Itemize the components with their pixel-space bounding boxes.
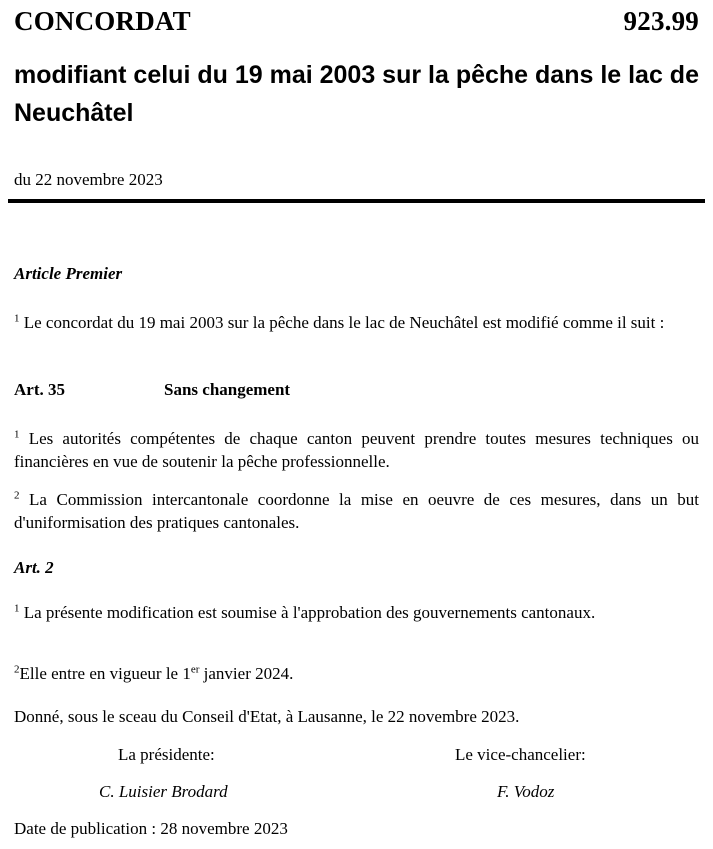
document-date: du 22 novembre 2023 <box>14 170 163 189</box>
publication-date: Date de publication : 28 novembre 2023 <box>14 819 288 838</box>
paragraph-text: La Commission intercantonale coordonne la mise en oeuvre de ces mesures, dans un but d'uniformisation des pratiques cantonales. <box>14 490 699 532</box>
paragraph-text: La présente modification est soumise à l'approbation des gouvernements cantonaux. <box>23 603 596 622</box>
paragraph-text-end: janvier 2024. <box>199 664 294 683</box>
paragraph-number: 1 <box>14 312 20 325</box>
document-subtitle: modifiant celui du 19 mai 2003 sur la pêche dans le lac de Neuchâtel <box>14 61 699 127</box>
article-2-heading: Art. 2 <box>14 558 54 577</box>
ordinal-suffix: er <box>190 663 200 676</box>
document-title: CONCORDAT <box>14 6 191 36</box>
vice-chancellor-role: Le vice-chancelier: <box>455 745 586 764</box>
art35-title: Sans changement <box>164 380 291 399</box>
document-header <box>14 6 699 40</box>
given-under-seal: Donné, sous le sceau du Conseil d'Etat, à Lausanne, le 22 novembre 2023. <box>14 707 520 726</box>
art35-heading <box>14 380 291 400</box>
article-premier-heading: Article Premier <box>14 264 123 283</box>
art35-label: Art. 35 <box>14 380 65 399</box>
paragraph-number: 1 <box>14 602 20 615</box>
president-name: C. Luisier Brodard <box>99 782 228 801</box>
article-2-paragraph-2 <box>14 662 699 685</box>
document-number: 923.99 <box>623 6 699 36</box>
paragraph-number: 2 <box>14 663 20 676</box>
vice-chancellor-name: F. Vodoz <box>497 782 555 801</box>
president-role: La présidente: <box>118 745 215 764</box>
paragraph-number: 2 <box>14 489 20 502</box>
article-2-paragraph-1 <box>14 601 699 624</box>
paragraph-number: 1 <box>14 428 20 441</box>
paragraph-text: Elle entre en vigueur le 1 <box>19 664 191 683</box>
paragraph-text: Les autorités compétentes de chaque canton peuvent prendre toutes mesures techniques ou financières en vue de soutenir la pêche professionnelle. <box>14 429 699 471</box>
paragraph-text: Le concordat du 19 mai 2003 sur la pêche dans le lac de Neuchâtel est modifié comme il suit : <box>23 313 665 332</box>
article-premier-paragraph-1 <box>14 311 699 334</box>
art35-paragraph-1 <box>14 427 699 473</box>
art35-paragraph-2 <box>14 488 699 534</box>
header-divider <box>8 199 705 203</box>
